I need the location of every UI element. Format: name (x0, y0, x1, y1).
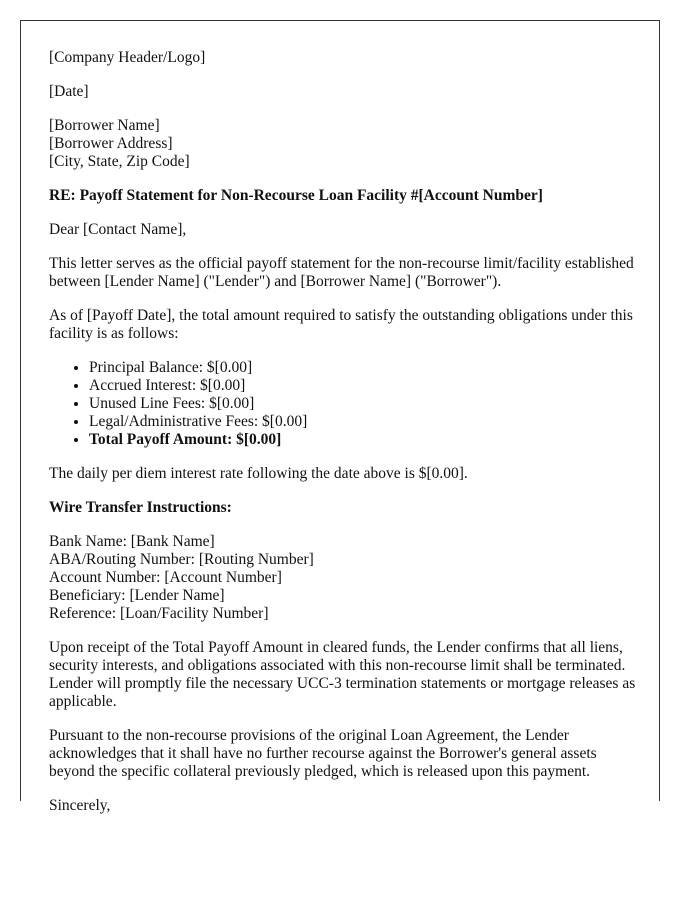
wire-beneficiary: Beneficiary: [Lender Name] (49, 587, 225, 604)
amount-intro-paragraph: As of [Payoff Date], the total amount required to satisfy the outstanding obligations under this facility is as follows: (49, 307, 633, 342)
release-paragraph: Upon receipt of the Total Payoff Amount in cleared funds, the Lender confirms that all liens, security interests, and obligations associated with this non-recourse limit shall be terminated. Lender will promptly file the necessary UCC-3 termination statements or mortgage releases as applicable. (49, 639, 636, 710)
wire-reference: Reference: [Loan/Facility Number] (49, 605, 269, 622)
payoff-item-principal: • Principal Balance: $[0.00] (89, 359, 639, 377)
wire-routing-number: ABA/Routing Number: [Routing Number] (49, 551, 314, 568)
closing-signoff: Sincerely, (49, 797, 111, 814)
company-header: [Company Header/Logo] (49, 49, 206, 66)
letter-page (20, 20, 660, 814)
recipient-city-state-zip: [City, State, Zip Code] (49, 153, 190, 170)
subject-line: RE: Payoff Statement for Non-Recourse Loan Facility #[Account Number] (49, 187, 543, 204)
nonrecourse-paragraph: Pursuant to the non-recourse provisions of the original Loan Agreement, the Lender acknowledges that it shall have no further recourse against the Borrower's general assets beyond the specific collateral previously pledged, which is released upon this payment. (49, 727, 597, 780)
wire-bank-name: Bank Name: [Bank Name] (49, 533, 215, 550)
wire-instructions-heading: Wire Transfer Instructions: (49, 499, 232, 516)
intro-paragraph: This letter serves as the official payoff statement for the non-recourse limit/facility established between [Lender Name] ("Lender") and [Borrower Name] ("Borrower"). (49, 255, 634, 290)
letter-content (49, 49, 639, 831)
payoff-item-legal-admin-fees: • Legal/Administrative Fees: $[0.00] (89, 413, 639, 431)
recipient-name: [Borrower Name] (49, 117, 160, 134)
recipient-address: [Borrower Address] (49, 135, 173, 152)
recipient-address-block (49, 117, 639, 171)
payoff-item-unused-line-fees: • Unused Line Fees: $[0.00] (89, 395, 639, 413)
wire-details-block (49, 533, 639, 623)
letter-date: [Date] (49, 83, 89, 100)
salutation: Dear [Contact Name], (49, 221, 187, 238)
payoff-item-total: • Total Payoff Amount: $[0.00] (89, 431, 639, 449)
payoff-item-accrued-interest: • Accrued Interest: $[0.00] (89, 377, 639, 395)
per-diem-paragraph: The daily per diem interest rate following the date above is $[0.00]. (49, 465, 468, 482)
payoff-items-list (49, 359, 639, 449)
wire-account-number: Account Number: [Account Number] (49, 569, 282, 586)
